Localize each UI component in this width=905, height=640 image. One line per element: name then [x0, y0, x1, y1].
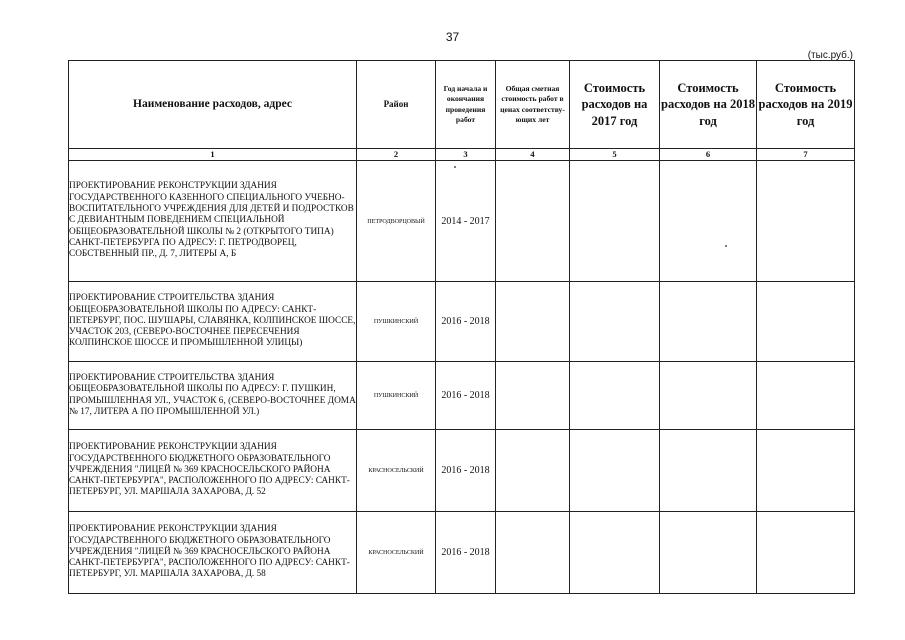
expense-estimate [496, 282, 570, 362]
header-cost-2019: Стоимость расходов на 2019 год [757, 61, 855, 149]
expense-estimate [496, 430, 570, 512]
expense-estimate [496, 161, 570, 282]
expense-cost-2018 [660, 362, 757, 430]
expense-cost-2018 [660, 430, 757, 512]
expense-name: ПРОЕКТИРОВАНИЕ РЕКОНСТРУКЦИИ ЗДАНИЯ ГОСУДАРСТВЕННОГО БЮДЖЕТНОГО ОБРАЗОВАТЕЛЬНОГО УЧРЕЖДЕНИЯ "ЛИЦЕЙ № 369 КРАСНОСЕЛЬСКОГО РАЙОНА САНКТ-ПЕТЕРБУРГА", РАСПОЛОЖЕННОГО ПО АДРЕСУ: САНКТ-ПЕТЕРБУРГ, УЛ. МАРШАЛА ЗАХАРОВА, Д. 58 [69, 512, 357, 594]
expense-cost-2017 [570, 512, 660, 594]
expense-name: ПРОЕКТИРОВАНИЕ СТРОИТЕЛЬСТВА ЗДАНИЯ ОБЩЕОБРАЗОВАТЕЛЬНОЙ ШКОЛЫ ПО АДРЕСУ: САНКТ-ПЕТЕРБУРГ, ПОС. ШУШАРЫ, СЛАВЯНКА, КОЛПИНСКОЕ ШОССЕ, УЧАСТОК 203, (СЕВЕРО-ВОСТОЧНЕЕ ПЕРЕСЕЧЕНИЯ КОЛПИНСКОЕ ШОССЕ И ПРОМЫШЛЕННОЙ УЛИЦЫ) [69, 282, 357, 362]
column-number: 5 [570, 149, 660, 161]
table-row [69, 512, 855, 594]
header-cost-2017: Стоимость расходов на 2017 год [570, 61, 660, 149]
expense-cost-2019 [757, 430, 855, 512]
expense-cost-2019 [757, 161, 855, 282]
header-cost-2018: Стоимость расходов на 2018 год [660, 61, 757, 149]
expense-years: 2016 - 2018 [436, 282, 496, 362]
expense-cost-2017 [570, 430, 660, 512]
expenses-table [68, 60, 855, 594]
table-row [69, 282, 855, 362]
units-label: (тыс.руб.) [807, 50, 853, 61]
column-number: 1 [69, 149, 357, 161]
header-years: Год начала и окончания проведения работ [436, 61, 496, 149]
scan-speck [454, 166, 456, 168]
expense-years: 2016 - 2018 [436, 430, 496, 512]
scan-speck [725, 245, 727, 247]
table-row [69, 430, 855, 512]
expense-name: ПРОЕКТИРОВАНИЕ РЕКОНСТРУКЦИИ ЗДАНИЯ ГОСУДАРСТВЕННОГО БЮДЖЕТНОГО ОБРАЗОВАТЕЛЬНОГО УЧРЕЖДЕНИЯ "ЛИЦЕЙ № 369 КРАСНОСЕЛЬСКОГО РАЙОНА САНКТ-ПЕТЕРБУРГА", РАСПОЛОЖЕННОГО ПО АДРЕСУ: САНКТ-ПЕТЕРБУРГ, УЛ. МАРШАЛА ЗАХАРОВА, Д. 52 [69, 430, 357, 512]
expense-region: КРАСНОСЕЛЬСКИЙ [357, 430, 436, 512]
header-estimate: Общая сметная стоимость работ в ценах соответству-ющих лет [496, 61, 570, 149]
expense-years: 2016 - 2018 [436, 512, 496, 594]
expense-cost-2017 [570, 282, 660, 362]
expense-name: ПРОЕКТИРОВАНИЕ РЕКОНСТРУКЦИИ ЗДАНИЯ ГОСУДАРСТВЕННОГО КАЗЕННОГО СПЕЦИАЛЬНОГО УЧЕБНО-ВОСПИТАТЕЛЬНОГО УЧРЕЖДЕНИЯ ДЛЯ ДЕТЕЙ И ПОДРОСТКОВ С ДЕВИАНТНЫМ ПОВЕДЕНИЕМ СПЕЦИАЛЬНОЙ ОБЩЕОБРАЗОВАТЕЛЬНОЙ ШКОЛЫ № 2 (ОТКРЫТОГО ТИПА) САНКТ-ПЕТЕРБУРГА ПО АДРЕСУ: Г. ПЕТРОДВОРЕЦ, СОБСТВЕННЫЙ ПР., Д. 7, ЛИТЕРЫ А, Б [69, 161, 357, 282]
column-number: 3 [436, 149, 496, 161]
expense-cost-2019 [757, 282, 855, 362]
expense-region: ПЕТРОДВОРЦОВЫЙ [357, 161, 436, 282]
table-row [69, 362, 855, 430]
header-name: Наименование расходов, адрес [69, 61, 357, 149]
expense-estimate [496, 512, 570, 594]
header-region: Район [357, 61, 436, 149]
expense-cost-2018 [660, 161, 757, 282]
table-row [69, 161, 855, 282]
expense-cost-2019 [757, 512, 855, 594]
expense-region: ПУШКИНСКИЙ [357, 282, 436, 362]
expense-estimate [496, 362, 570, 430]
expense-years: 2014 - 2017 [436, 161, 496, 282]
column-number: 6 [660, 149, 757, 161]
expense-region: ПУШКИНСКИЙ [357, 362, 436, 430]
column-number: 4 [496, 149, 570, 161]
expense-years: 2016 - 2018 [436, 362, 496, 430]
expense-cost-2017 [570, 362, 660, 430]
table-header-row [69, 61, 855, 149]
column-number: 7 [757, 149, 855, 161]
expense-name: ПРОЕКТИРОВАНИЕ СТРОИТЕЛЬСТВА ЗДАНИЯ ОБЩЕОБРАЗОВАТЕЛЬНОЙ ШКОЛЫ ПО АДРЕСУ: Г. ПУШКИН, ПРОМЫШЛЕННАЯ УЛ., УЧАСТОК 6, (СЕВЕРО-ВОСТОЧНЕЕ ДОМА № 17, ЛИТЕРА А ПО ПРОМЫШЛЕННОЙ УЛ.) [69, 362, 357, 430]
column-number-row [69, 149, 855, 161]
column-number: 2 [357, 149, 436, 161]
expense-cost-2018 [660, 512, 757, 594]
expense-cost-2017 [570, 161, 660, 282]
expense-cost-2018 [660, 282, 757, 362]
expense-region: КРАСНОСЕЛЬСКИЙ [357, 512, 436, 594]
expense-cost-2019 [757, 362, 855, 430]
page-number: 37 [445, 30, 460, 44]
